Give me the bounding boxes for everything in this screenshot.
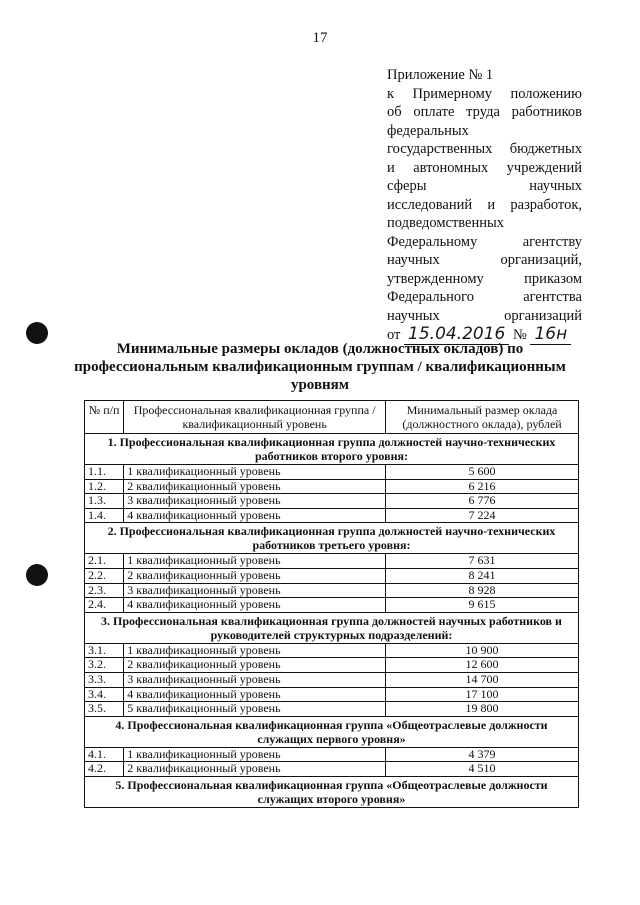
appendix-block <box>387 66 582 345</box>
group-row <box>85 523 579 554</box>
order-date-handwritten: 15.04.2016 <box>404 324 509 345</box>
cell-number: 1.1. <box>85 465 124 480</box>
appendix-line: и автономных учреждений <box>387 159 582 176</box>
cell-number: 3.5. <box>85 702 124 717</box>
cell-level: 1 квалификационный уровень <box>124 465 386 480</box>
appendix-line: федеральных <box>387 122 469 139</box>
cell-salary: 4 510 <box>386 762 579 777</box>
appendix-line: государственных бюджетных <box>387 141 582 157</box>
cell-salary: 10 900 <box>386 643 579 658</box>
cell-level: 4 квалификационный уровень <box>124 508 386 523</box>
order-number-label: № <box>513 327 527 343</box>
cell-level: 1 квалификационный уровень <box>124 554 386 569</box>
appendix-line: утвержденному приказом <box>387 270 582 287</box>
cell-number: 2.4. <box>85 598 124 613</box>
cell-salary: 19 800 <box>386 702 579 717</box>
table-row <box>85 672 579 687</box>
group-title: 2. Профессиональная квалификационная группа должностей научно-технических работников третьего уровня: <box>85 523 579 554</box>
order-prefix: от <box>387 327 401 343</box>
header-number: № п/п <box>85 401 124 434</box>
appendix-line: Федерального агентства <box>387 289 582 305</box>
table-row <box>85 568 579 583</box>
cell-level: 3 квалификационный уровень <box>124 583 386 598</box>
group-title: 4. Профессиональная квалификационная группа «Общеотраслевые должности служащих первого уровня» <box>85 716 579 747</box>
cell-number: 3.3. <box>85 672 124 687</box>
appendix-line: подведомственных <box>387 215 504 231</box>
table-header-row <box>85 401 579 434</box>
cell-salary: 6 776 <box>386 494 579 509</box>
page-number: 17 <box>312 30 328 46</box>
cell-number: 1.2. <box>85 479 124 494</box>
cell-number: 2.2. <box>85 568 124 583</box>
cell-salary: 7 631 <box>386 554 579 569</box>
appendix-line: научных организаций <box>387 307 582 324</box>
appendix-line: Федеральному агентству <box>387 233 582 250</box>
cell-number: 2.1. <box>85 554 124 569</box>
appendix-line: Приложение № 1 <box>387 67 494 83</box>
cell-salary: 5 600 <box>386 465 579 480</box>
group-row <box>85 776 579 807</box>
table-row <box>85 762 579 777</box>
cell-number: 1.3. <box>85 494 124 509</box>
table-row <box>85 554 579 569</box>
cell-number: 3.4. <box>85 687 124 702</box>
cell-level: 1 квалификационный уровень <box>124 747 386 762</box>
cell-number: 1.4. <box>85 508 124 523</box>
cell-number: 3.1. <box>85 643 124 658</box>
cell-salary: 7 224 <box>386 508 579 523</box>
punch-hole-top <box>26 322 48 344</box>
cell-level: 1 квалификационный уровень <box>124 643 386 658</box>
cell-number: 2.3. <box>85 583 124 598</box>
cell-salary: 8 928 <box>386 583 579 598</box>
header-group: Профессиональная квалификационная группа / квалификационный уровень <box>124 401 386 434</box>
appendix-line: научных организаций, <box>387 252 582 268</box>
appendix-line: исследований и разработок, <box>387 196 582 213</box>
group-row <box>85 716 579 747</box>
group-title: 3. Профессиональная квалификационная группа должностей научных работников и руководителей структурных подразделений: <box>85 612 579 643</box>
cell-level: 2 квалификационный уровень <box>124 658 386 673</box>
cell-number: 4.2. <box>85 762 124 777</box>
salary-table <box>84 400 579 808</box>
cell-salary: 17 100 <box>386 687 579 702</box>
group-row <box>85 612 579 643</box>
header-salary: Минимальный размер оклада (должностного оклада), рублей <box>386 401 579 434</box>
cell-salary: 12 600 <box>386 658 579 673</box>
cell-salary: 8 241 <box>386 568 579 583</box>
cell-level: 3 квалификационный уровень <box>124 672 386 687</box>
table-row <box>85 479 579 494</box>
cell-level: 2 квалификационный уровень <box>124 479 386 494</box>
group-title: 1. Профессиональная квалификационная группа должностей научно-технических работников второго уровня: <box>85 434 579 465</box>
appendix-line: сферы научных <box>387 178 582 194</box>
cell-level: 3 квалификационный уровень <box>124 494 386 509</box>
cell-salary: 9 615 <box>386 598 579 613</box>
table-row <box>85 658 579 673</box>
main-title: Минимальные размеры окладов (должностных окладов) по профессиональным квалификационным группам / квалификационным уровням <box>74 341 566 393</box>
appendix-line: об оплате труда работников <box>387 104 582 120</box>
table-row <box>85 643 579 658</box>
cell-level: 2 квалификационный уровень <box>124 762 386 777</box>
table-row <box>85 687 579 702</box>
cell-level: 2 квалификационный уровень <box>124 568 386 583</box>
cell-level: 5 квалификационный уровень <box>124 702 386 717</box>
punch-hole-bottom <box>26 564 48 586</box>
table-row <box>85 494 579 509</box>
table-row <box>85 465 579 480</box>
group-title: 5. Профессиональная квалификационная группа «Общеотраслевые должности служащих второго уровня» <box>85 776 579 807</box>
table-row <box>85 508 579 523</box>
table-row <box>85 583 579 598</box>
order-number-handwritten: 16н <box>530 324 571 345</box>
cell-level: 4 квалификационный уровень <box>124 598 386 613</box>
cell-number: 4.1. <box>85 747 124 762</box>
table-row <box>85 702 579 717</box>
appendix-line: к Примерному положению <box>387 85 582 102</box>
table-row <box>85 747 579 762</box>
group-row <box>85 434 579 465</box>
cell-number: 3.2. <box>85 658 124 673</box>
cell-salary: 6 216 <box>386 479 579 494</box>
cell-level: 4 квалификационный уровень <box>124 687 386 702</box>
table-row <box>85 598 579 613</box>
cell-salary: 4 379 <box>386 747 579 762</box>
cell-salary: 14 700 <box>386 672 579 687</box>
